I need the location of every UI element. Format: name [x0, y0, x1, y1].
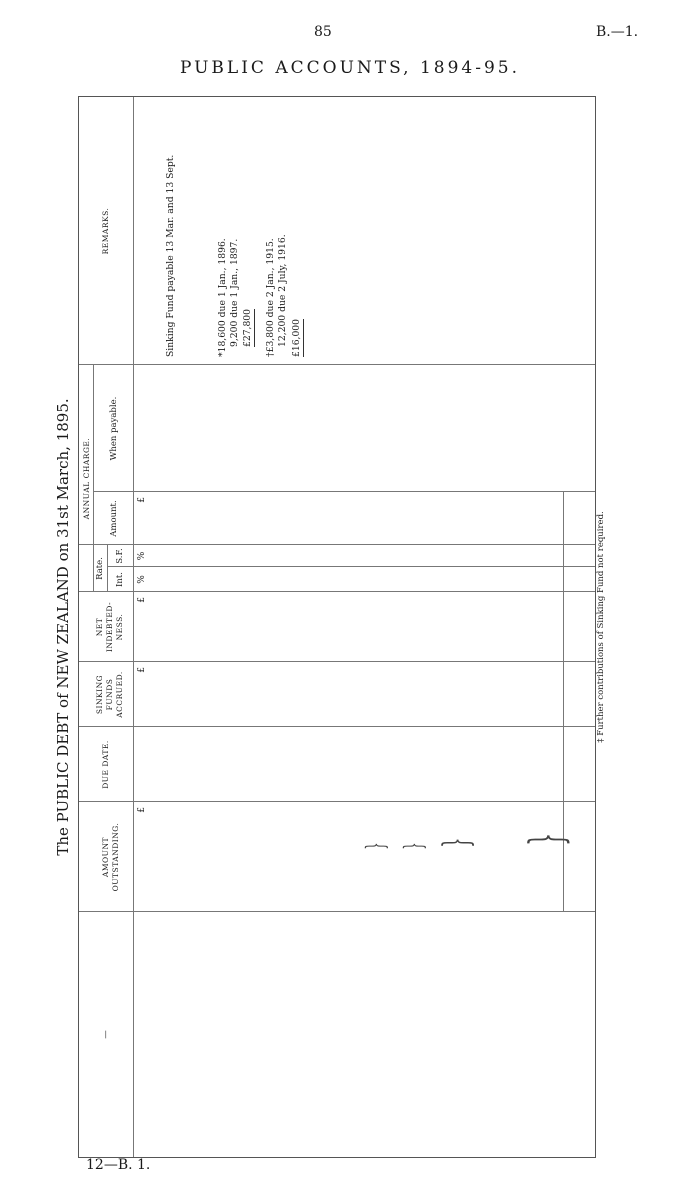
table-row [571, 97, 593, 1157]
percent-mark: % [137, 551, 147, 561]
table-title: The PUBLIC DEBT of NEW ZEALAND on 31st March, 1895. [54, 398, 72, 856]
sinking-funds-header: SINKING FUNDS ACCRUED. [95, 671, 124, 718]
due-date-header: DUE DATE. [101, 740, 110, 789]
when-payable-header: When payable. [109, 396, 119, 461]
net-indebtedness-header: NET INDEBTED-NESS. [95, 601, 124, 653]
debt-table-rotated [48, 96, 610, 1158]
interest-header: Int. [115, 572, 125, 587]
pound-mark: £ [137, 497, 147, 503]
loan-header: — [101, 1030, 111, 1039]
remark-lyttelton-1: *18,600 due 1 Jan., 1896. [217, 238, 228, 357]
table-row [245, 97, 267, 1157]
debt-table [78, 96, 596, 1158]
table-row [197, 97, 219, 1157]
amount-outstanding-header: AMOUNT OUTSTANDING. [101, 822, 120, 892]
remark-lyttelton-2: 9,200 due 1 Jan., 1897. [229, 238, 240, 347]
table-row [293, 97, 315, 1157]
page-number: 85 [314, 24, 332, 40]
table-row [519, 97, 573, 1157]
annual-charge-header: ANNUAL CHARGE. [82, 437, 91, 520]
remark-lyttelton-total: £27,800 [242, 309, 253, 347]
grouping-brace: } [519, 832, 573, 846]
remarks-header: REMARKS. [101, 207, 110, 255]
table-row [361, 97, 401, 1157]
remark-canterbury-total: £16,000 [291, 319, 302, 357]
footer-reference: 12—B. 1. [86, 1157, 151, 1173]
remark-canterbury-2: 12,200 due 2 July, 1916. [277, 234, 288, 347]
page-title: PUBLIC ACCOUNTS, 1894-95. [179, 58, 521, 78]
grouping-brace: } [436, 837, 477, 848]
table-row [317, 97, 339, 1157]
table-row [436, 97, 487, 1157]
pound-mark: £ [137, 597, 147, 603]
grouping-brace: } [361, 842, 390, 850]
pound-mark: £ [137, 667, 147, 673]
rate-header: Rate. [95, 557, 105, 580]
amount-header: Amount. [109, 500, 119, 537]
grouping-brace: } [399, 842, 428, 850]
remark-canterbury-1: †£3,800 due 2 Jan., 1915. [265, 238, 276, 357]
document-reference: B.—1. [596, 24, 639, 40]
pound-mark: £ [137, 807, 147, 813]
percent-mark: % [137, 575, 147, 584]
table-row [399, 97, 439, 1157]
footnote: ‡ Further contributions of Sinking Fund not required. [596, 511, 606, 743]
table-row [341, 97, 363, 1157]
sinking-fund-rate-header: S.F. [115, 548, 125, 564]
remark-sinking-fund: Sinking Fund payable 13 Mar. and 13 Sept. [165, 154, 176, 357]
table-row [489, 97, 511, 1157]
